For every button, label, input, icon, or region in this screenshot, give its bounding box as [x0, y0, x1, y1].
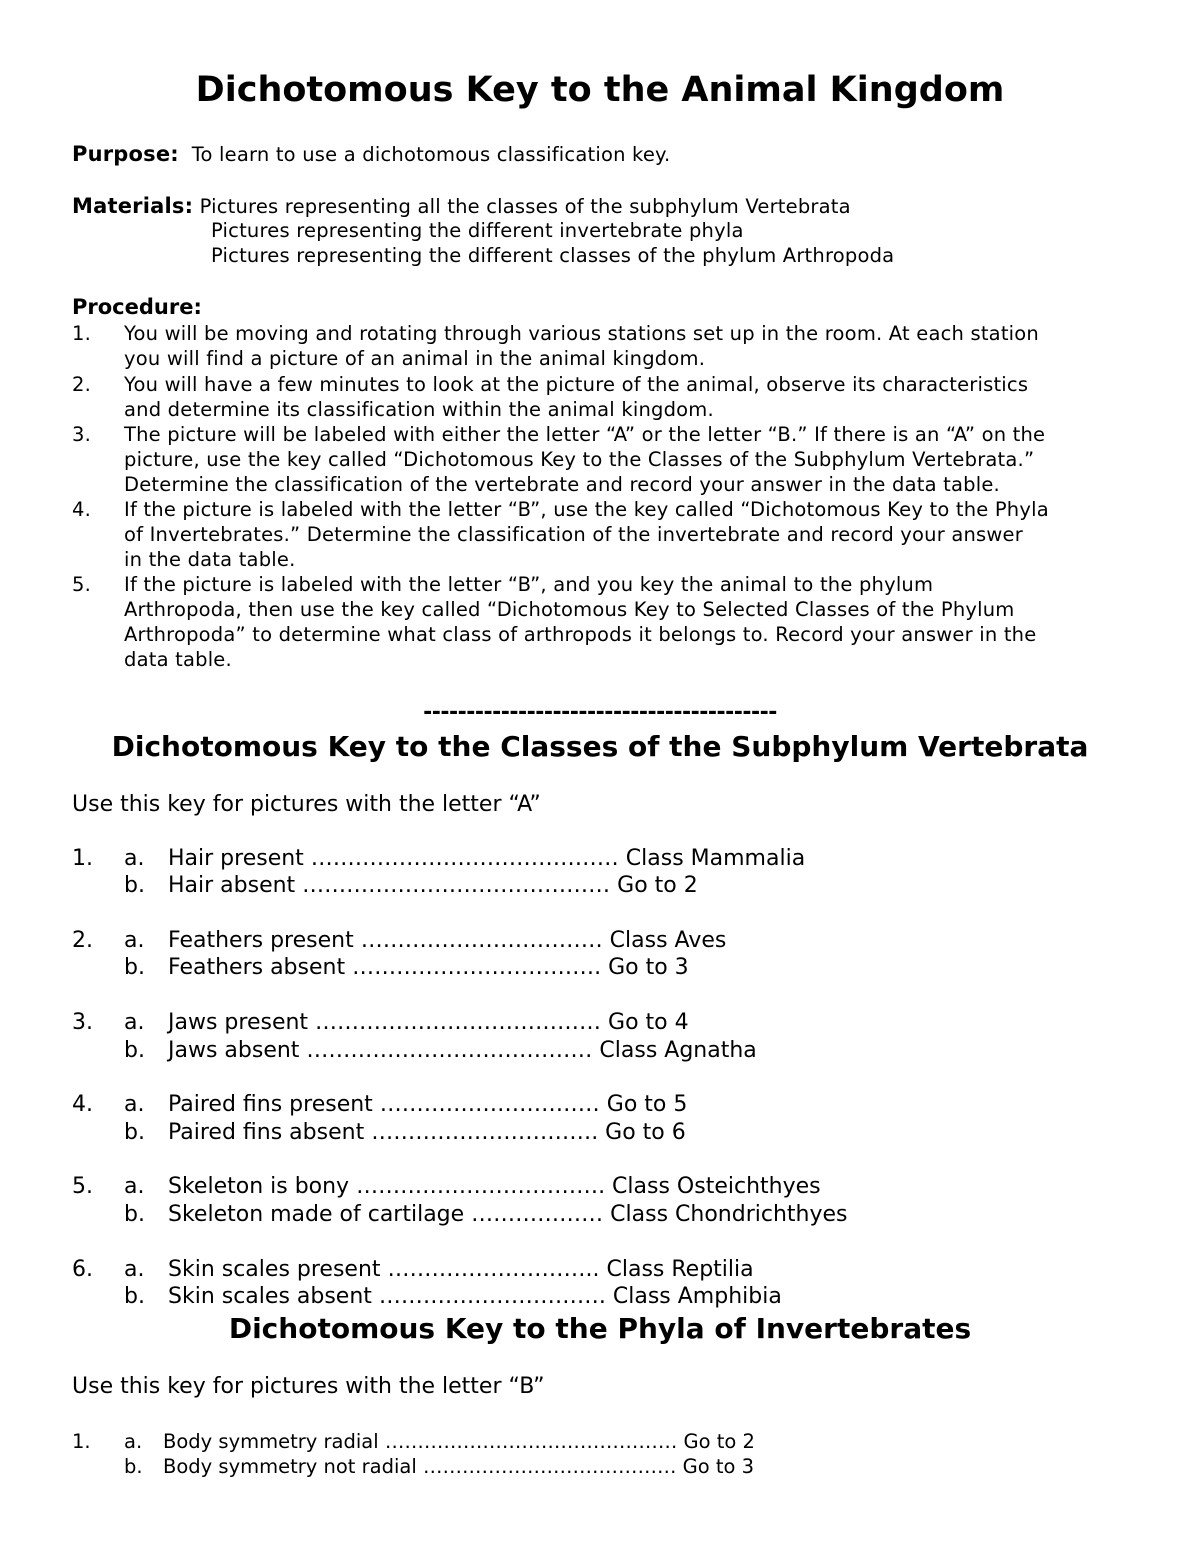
lead-a: Hair present …………………………………… Class Mammalia [168, 846, 806, 871]
lead-b: Feathers absent ……………………………. Go to 3 [168, 955, 689, 980]
step-number: 4. [72, 498, 92, 521]
lead-a: Body symmetry radial ……………………………………… Go to 2 [163, 1430, 755, 1453]
couplet-number: 6. [72, 1257, 93, 1282]
vertebrata-instruction: Use this key for pictures with the letter “A” [72, 792, 541, 817]
purpose-text: To learn to use a dichotomous classification key. [191, 143, 671, 166]
step-line: If the picture is labeled with the letter “B”, and you key the animal to the phylum [124, 573, 934, 596]
lead-letter: b. [124, 873, 145, 898]
lead-letter: a. [124, 1010, 145, 1035]
step-line: of Invertebrates.” Determine the classification of the invertebrate and record your answer [124, 523, 1023, 546]
lead-a: Skeleton is bony ……………………………. Class Osteichthyes [168, 1174, 821, 1199]
step-line: If the picture is labeled with the letter “B”, use the key called “Dichotomous Key to the Phyla [124, 498, 1049, 521]
step-line: Arthropoda” to determine what class of arthropods it belongs to. Record your answer in the [124, 623, 1037, 646]
lead-letter: a. [124, 1430, 143, 1453]
invertebrates-instruction: Use this key for pictures with the letter “B” [72, 1374, 545, 1399]
lead-letter: a. [124, 928, 145, 953]
step-line: picture, use the key called “Dichotomous Key to the Classes of the Subphylum Vertebrata.” [124, 448, 1035, 471]
step-line: and determine its classification within the animal kingdom. [124, 398, 714, 421]
lead-letter: a. [124, 1092, 145, 1117]
lead-letter: b. [124, 955, 145, 980]
couplet-number: 2. [72, 928, 93, 953]
step-line: data table. [124, 648, 232, 671]
couplet-number: 1. [72, 1430, 91, 1453]
purpose-line [72, 142, 670, 166]
lead-letter: b. [124, 1202, 145, 1227]
invertebrates-heading: Dichotomous Key to the Phyla of Invertebrates [228, 1312, 972, 1345]
section-divider: ----------------------------------------- [423, 700, 777, 725]
lead-b: Skeleton made of cartilage ……………… Class Chondrichthyes [168, 1202, 848, 1227]
step-line: Determine the classification of the vertebrate and record your answer in the data table. [124, 473, 1000, 496]
couplet-number: 5. [72, 1174, 93, 1199]
purpose-label: Purpose: [72, 142, 179, 166]
step-line: You will be moving and rotating through various stations set up in the room. At each station [124, 322, 1039, 345]
lead-a: Skin scales present ……………………….. Class Reptilia [168, 1257, 754, 1282]
step-line: in the data table. [124, 548, 296, 571]
vertebrata-heading: Dichotomous Key to the Classes of the Subphylum Vertebrata [111, 730, 1089, 763]
step-number: 1. [72, 322, 92, 345]
materials-item: Pictures representing the different classes of the phylum Arthropoda [211, 244, 895, 267]
materials-item: Pictures representing all the classes of the subphylum Vertebrata [199, 195, 851, 218]
lead-a: Feathers present …………………………… Class Aves [168, 928, 727, 953]
step-line: The picture will be labeled with either the letter “A” or the letter “B.” If there is an “A” on the [124, 423, 1046, 446]
lead-a: Jaws present ………………………………… Go to 4 [168, 1010, 689, 1035]
lead-b: Paired fins absent …………………………. Go to 6 [168, 1120, 686, 1145]
lead-letter: b. [124, 1120, 145, 1145]
couplet-number: 3. [72, 1010, 93, 1035]
step-number: 5. [72, 573, 92, 596]
materials-label: Materials: [72, 194, 194, 218]
materials-line-1 [72, 194, 851, 218]
step-line: you will find a picture of an animal in the animal kingdom. [124, 347, 706, 370]
lead-b: Jaws absent ………………………………… Class Agnatha [168, 1038, 757, 1063]
lead-letter: a. [124, 1257, 145, 1282]
couplet-number: 4. [72, 1092, 93, 1117]
procedure-label: Procedure: [72, 295, 202, 319]
lead-letter: a. [124, 1174, 145, 1199]
lead-b: Skin scales absent …………………………. Class Amphibia [168, 1284, 782, 1309]
lead-letter: b. [124, 1455, 143, 1478]
step-line: You will have a few minutes to look at the picture of the animal, observe its characteristics [124, 373, 1029, 396]
step-number: 3. [72, 423, 92, 446]
step-number: 2. [72, 373, 92, 396]
couplet-number: 1. [72, 846, 93, 871]
materials-item: Pictures representing the different invertebrate phyla [211, 219, 744, 242]
lead-letter: b. [124, 1284, 145, 1309]
lead-letter: a. [124, 846, 145, 871]
step-line: Arthropoda, then use the key called “Dichotomous Key to Selected Classes of the Phylum [124, 598, 1015, 621]
lead-b: Body symmetry not radial ………………………………… Go to 3 [163, 1455, 755, 1478]
lead-a: Paired fins present ………………………… Go to 5 [168, 1092, 688, 1117]
lead-b: Hair absent …………………………………… Go to 2 [168, 873, 698, 898]
lead-letter: b. [124, 1038, 145, 1063]
document-title: Dichotomous Key to the Animal Kingdom [195, 70, 1005, 110]
